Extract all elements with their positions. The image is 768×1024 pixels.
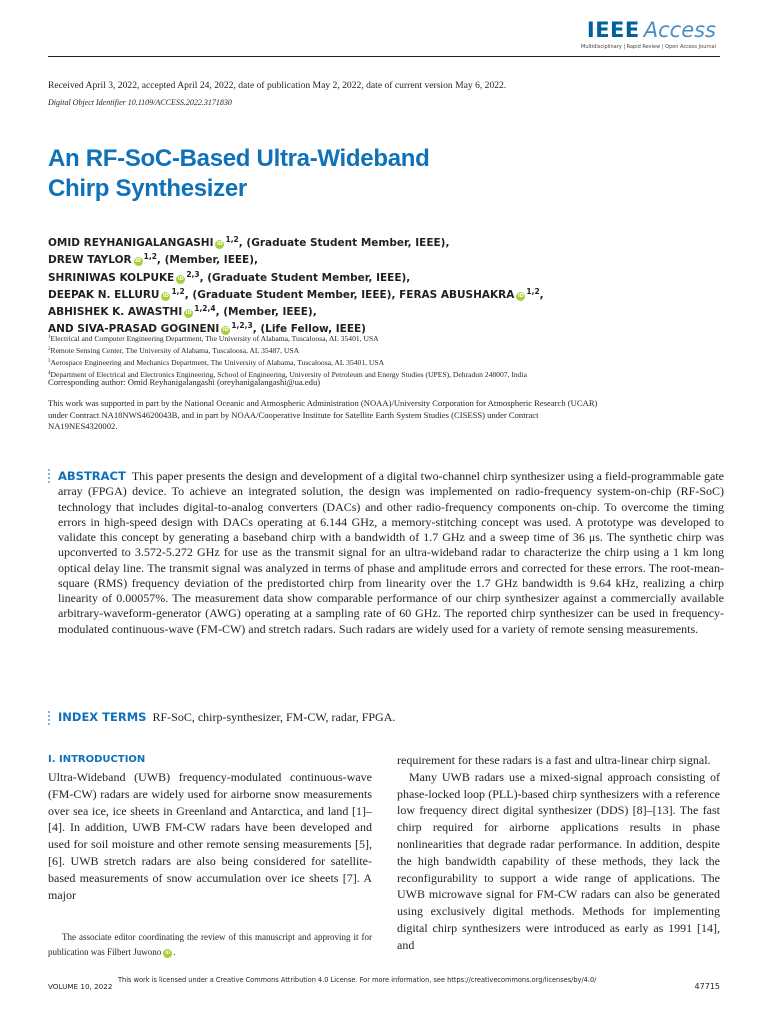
author-name: ABHISHEK K. AWASTHI	[48, 306, 183, 319]
affiliation-text: Remote Sensing Center, The University of Alabama, Tuscaloosa, AL 35487, USA	[50, 346, 300, 355]
author-line	[48, 248, 544, 265]
orcid-icon[interactable]: iD	[165, 951, 171, 956]
affiliation-text: Aerospace Engineering and Mechanics Department, The University of Alabama, Tuscaloosa, AL 35401, USA	[50, 358, 385, 367]
abstract-text: This paper presents the design and development of a digital two-channel chirp synthesizer using a field-programmable gate array (FPGA) device. To achieve an integrated solution, the design was implemented on radio-frequency system-on-chip (RF-SoC) technology that includes digital-to-analog converters (DACs) and other radio-frequency components on-chip. To overcome the timing errors in high-speed design with DACs operating at 6.144 GHz, a memory-stitching concept was used. A prototype was developed to validate this concept by generating a baseband chirp with a bandwidth of 1.7 GHz and a sweep time of 36 μs. The synthetic chirp was upconverted to 3.572-5.272 GHz for use as the transmit signal for an ultra-wideband radar to characterize the chirp using a 1 km long optical delay line. The transmit signal was analyzed in terms of phase and amplitude errors and corrected for these errors. The root-mean-square (RMS) frequency deviation of the predistorted chirp from linearity over the 1.7 GHz bandwidth is 9.64 kHz, realizing a chirp linearity of 0.00057%. The measurement data show comparable performance of our chirp synthesizer against a commercially available arbitrary-waveform-generator (AWG) operating at a sampling rate of 60 GHz. The reported chirp synthesizer can be used in frequency-modulated continuous-wave (FM-CW) and stretch radars. Such radars are widely used for a variety of remote sensing measurements.	[58, 469, 724, 636]
author-line	[48, 300, 544, 317]
body-left-column	[48, 769, 372, 903]
author-list	[48, 231, 544, 335]
corresponding-author: Corresponding author: Omid Reyhanigalangashi (oreyhanigalangashi@ua.edu)	[48, 377, 321, 387]
affiliation	[48, 356, 527, 368]
author-membership: , (Member, IEEE),	[215, 306, 317, 319]
funding-statement: This work was supported in part by the National Oceanic and Atmospheric Administration (NOAA)/University Corporation for Atmospheric Research (UCAR) under Contract NA18NWS4620043B, and in part by NOAA/Cooperative Institute for Satellite Earth System Studies (CISESS) under Contract NA19NES4320002.	[48, 398, 598, 431]
affiliation-text: Department of Electrical and Electronics Engineering, School of Engineering, University of Petroleum and Energy Studies (UPES), Dehradun 248007, India	[50, 370, 527, 379]
author-membership: , (Life Fellow, IEEE)	[252, 323, 366, 336]
received-dates: Received April 3, 2022, accepted April 24, 2022, date of publication May 2, 2022, date of current version May 6, 2022.	[48, 80, 507, 91]
logo-tagline: Multidisciplinary | Rapid Review | Open Access Journal	[581, 44, 716, 50]
author-membership: , (Graduate Student Member, IEEE),	[199, 271, 411, 284]
author-line	[48, 283, 544, 300]
index-terms-label: INDEX TERMS	[58, 710, 147, 724]
author-name: DEEPAK N. ELLURU	[48, 288, 160, 301]
affiliation	[48, 332, 527, 344]
abstract	[58, 469, 724, 637]
orcid-icon[interactable]: iD	[135, 258, 142, 265]
paper-title	[48, 144, 568, 204]
journal-logo	[581, 18, 716, 50]
author-affil-sup: 1,2	[171, 286, 185, 296]
author-membership: , (Graduate Student Member, IEEE),	[184, 288, 400, 301]
page-number: 47715	[694, 982, 720, 991]
author-affil-sup: 1,2	[225, 235, 239, 244]
index-terms	[58, 710, 395, 725]
abstract-dots-decoration	[48, 469, 51, 485]
author-name: FERAS ABUSHAKRA	[399, 288, 515, 301]
footer-volume: VOLUME 10, 2022	[48, 982, 113, 991]
affiliation-text: Electrical and Computer Engineering Department, The University of Alabama, Tuscaloosa, AL 35401, USA	[50, 334, 379, 343]
title-line-1: An RF-SoC-Based Ultra-Wideband	[48, 145, 430, 172]
title-line-2: Chirp Synthesizer	[48, 175, 247, 202]
author-name: AND SIVA-PRASAD GOGINENI	[48, 323, 220, 336]
logo-ieee: IEEE	[586, 18, 640, 42]
paragraph: requirement for these radars is a fast and ultra-linear chirp signal.	[397, 753, 711, 767]
paragraph: Many UWB radars use a mixed-signal approach consisting of phase-locked loop (PLL)-based chirp synthesizers with a reference low frequency direct digital synthesizer (DDS) [8]–[13]. The fast chirp required for airborne applications results in phase nonlinearities that degrade radar performance. In addition, despite the high bandwidth capability of these methods, they lack the reconfigurability to support a wide range of applications. The UWB microwave signal for FM-CW radars can also be generated using exclusively digital methods. Methods for implementing digital chirp synthesizers were introduced as early as 1991 [14], and	[397, 769, 720, 952]
orcid-icon[interactable]: iD	[517, 292, 524, 299]
orcid-icon[interactable]: iD	[163, 292, 169, 299]
orcid-icon[interactable]: iD	[177, 275, 184, 282]
affiliation-num: 3	[48, 359, 51, 364]
author-line	[48, 266, 544, 283]
author-membership: , (Member, IEEE),	[156, 254, 259, 267]
author-line	[48, 231, 544, 248]
affiliation-num: 1	[48, 335, 51, 340]
author-membership: ,	[539, 288, 544, 301]
author-affil-sup: 1,2	[143, 252, 157, 262]
author-name: OMID REYHANIGALANGASHI	[48, 237, 214, 249]
paragraph: Ultra-Wideband (UWB) frequency-modulated continuous-wave (FM-CW) radars are widely used for airborne snow measurements over sea ice, ice sheets in Greenland and Antarctica, and land [1]–[4]. In addition, UWB FM-CW radars have been developed and used for soil moisture and other remote sensing measurements [5], [6]. UWB stretch radars are also being considered for satellite-based measurements of snow accumulation over ice sheets [7]. A major	[48, 770, 372, 902]
index-terms-text: RF-SoC, chirp-synthesizer, FM-CW, radar, FPGA.	[152, 710, 396, 724]
editor-footnote: The associate editor coordinating the review of this manuscript and approving it for publication was Filbert Juwono iD .	[48, 932, 372, 957]
section-heading: I. INTRODUCTION	[48, 754, 146, 765]
author-affil-sup: 1,2	[526, 286, 540, 296]
affiliation-num: 2	[48, 347, 51, 352]
orcid-icon[interactable]: iD	[217, 241, 223, 247]
logo-access: Access	[643, 18, 716, 42]
author-name: SHRINIWAS KOLPUKE	[48, 271, 175, 284]
body-right-column	[397, 752, 720, 954]
author-name: DREW TAYLOR	[48, 254, 132, 267]
footnote-text: The associate editor coordinating the review of this manuscript and approving it for publication was Filbert Juwono	[48, 932, 372, 957]
abstract-label: ABSTRACT	[58, 469, 126, 483]
orcid-icon[interactable]: iD	[222, 327, 229, 334]
affiliation-num: 4	[48, 371, 51, 376]
author-membership: , (Graduate Student Member, IEEE),	[238, 237, 450, 249]
footer-license[interactable]: This work is licensed under a Creative Commons Attribution 4.0 License. For more information, see https://creativecommons.org/licenses/by/4.0/	[118, 976, 597, 984]
affiliation	[48, 344, 527, 356]
index-terms-dots-decoration	[48, 711, 51, 727]
author-affil-sup: 1,2,4	[194, 304, 216, 314]
author-affil-sup: 1,2,3	[231, 321, 253, 331]
author-affil-sup: 2,3	[186, 269, 200, 279]
header-rule	[48, 56, 720, 57]
orcid-icon[interactable]: iD	[185, 310, 192, 317]
doi-line: Digital Object Identifier 10.1109/ACCESS.2022.3171830	[48, 98, 232, 107]
affiliations	[48, 332, 527, 380]
